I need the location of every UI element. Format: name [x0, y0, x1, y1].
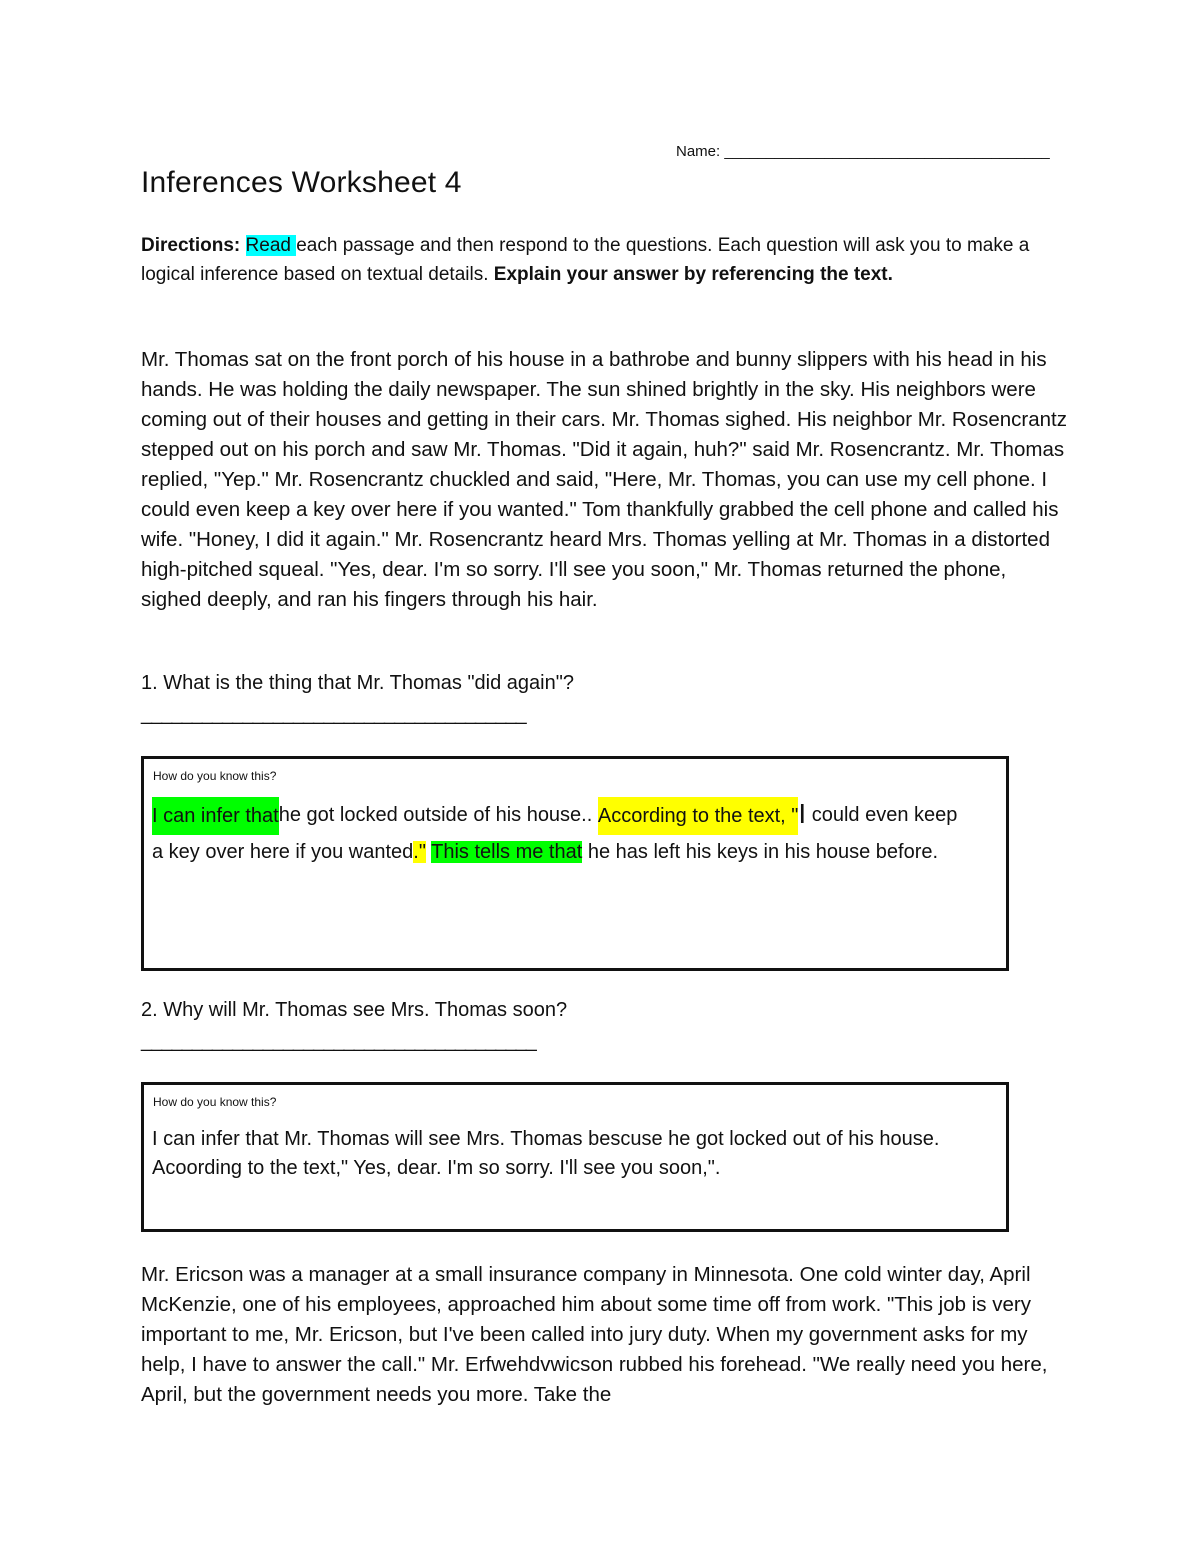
passage-2: Mr. Ericson was a manager at a small insurance company in Minnesota. One cold winter day, April McKenzie, one of his employees, approached him about some time off from work. "This job is very important to me, Mr. Ericson, but I've been called into jury duty. When my government asks for my help, I have to answer the call." Mr. Erfwehdvwicson rubbed his forehead. "We really need you here, April, but the government needs you more. Take the [141, 1263, 1048, 1406]
highlight-infer: I can infer that [152, 797, 279, 835]
highlight-read: Read [245, 235, 297, 256]
page-title: Inferences Worksheet 4 [141, 166, 462, 199]
answer-1-segment: he got locked outside of his house.. [278, 804, 598, 826]
directions-text: each passage and then respond to the questions. Each question will ask you to make a logical inference based on textual details. [141, 235, 1030, 285]
answer-1-conclusion: he has left his keys in his house before. [582, 841, 939, 863]
answer-box-2-text[interactable]: I can infer that Mr. Thomas will see Mrs. Thomas bescuse he got locked out of his house. Acoording to the text," Yes, dear. I'm so sorry. I'll see you soon,". [152, 1128, 940, 1179]
answer-1-quote: could even keep a key over here if you wanted [152, 804, 958, 863]
answer-box-2[interactable] [141, 1082, 1009, 1232]
highlight-according: According to the text, " [598, 797, 799, 835]
answer-box-1-text[interactable] [152, 797, 972, 869]
directions-label: Directions: [141, 235, 241, 256]
answer-blank-2: _______________________________________ [141, 1030, 536, 1052]
question-2: 2. Why will Mr. Thomas see Mrs. Thomas soon? [141, 999, 568, 1021]
answer-box-1-label: How do you know this? [153, 769, 277, 783]
answer-blank-1: ______________________________________ [141, 703, 526, 725]
passage-1: Mr. Thomas sat on the front porch of his house in a bathrobe and bunny slippers with his head in his hands. He was holding the daily newspaper. The sun shined brightly in the sky. His neighbors were coming out of their houses and getting in their cars. Mr. Thomas sighed. His neighbor Mr. Rosencrantz stepped out on his porch and saw Mr. Thomas. "Did it again, huh?" said Mr. Rosencrantz. Mr. Thomas replied, "Yep." Mr. Rosencrantz chuckled and said, "Here, Mr. Thomas, you can use my cell phone. I could even keep a key over here if you wanted." Tom thankfully grabbed the cell phone and called his wife. "Honey, I did it again." Mr. Rosencrantz heard Mrs. Thomas yelling at Mr. Thomas in a distorted high-pitched squeal. "Yes, dear. I'm so sorry. I'll see you soon," Mr. Thomas returned the phone, sighed deeply, and ran his fingers through his hair. [141, 348, 1068, 611]
question-1: 1. What is the thing that Mr. Thomas "did again"? [141, 672, 574, 694]
highlight-tells-me: This tells me that [431, 841, 583, 863]
answer-box-1[interactable] [141, 756, 1009, 971]
directions-bold-text: Explain your answer by referencing the text. [493, 263, 893, 285]
answer-box-2-label: How do you know this? [153, 1095, 277, 1109]
name-field-label: Name: _______________________________________ [676, 143, 1050, 160]
directions [141, 232, 1071, 289]
answer-1-quote-start: I [798, 798, 807, 829]
highlight-quote-end: ." [413, 841, 426, 863]
